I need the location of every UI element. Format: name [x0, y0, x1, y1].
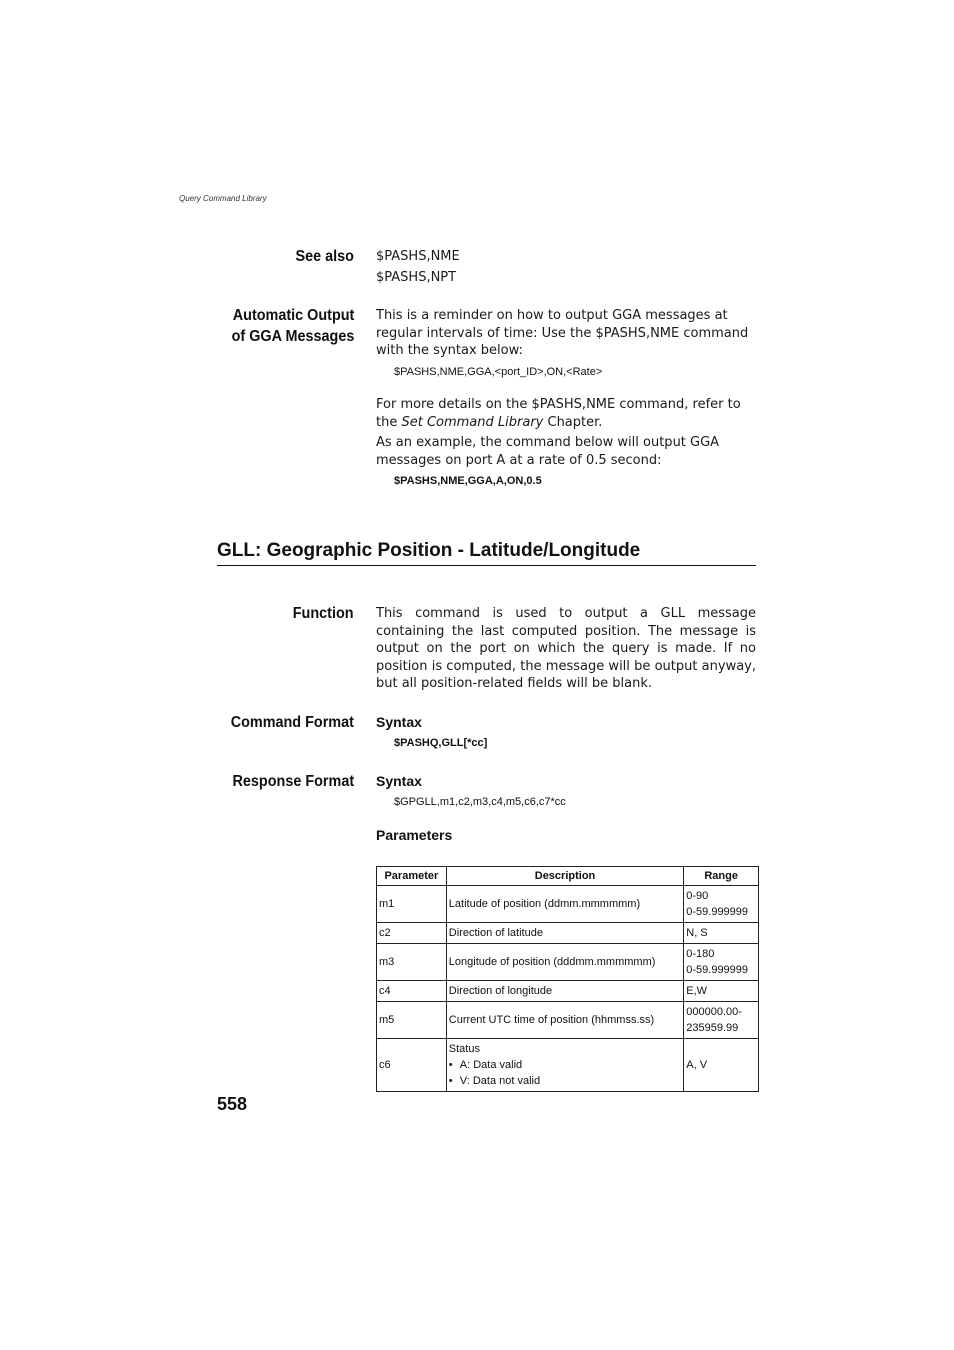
- command-syntax-heading: Syntax: [376, 714, 422, 730]
- bullet-icon: •: [448, 1075, 453, 1087]
- function-description: This command is used to output a GLL message containing the last computed position. The message is output on the port on which the query is made. If no position is computed, the message will be output anyway, but all position-related fields will be blank.: [376, 606, 756, 691]
- range-value: 0-59.999999: [686, 964, 749, 976]
- see-also-label: See also: [295, 248, 354, 265]
- response-syntax-heading: Syntax: [376, 773, 422, 789]
- reference-text: Chapter.: [543, 414, 603, 430]
- table-row: [377, 981, 759, 1002]
- auto-output-label: [231, 305, 354, 347]
- column-header-description: Description: [446, 867, 683, 886]
- table-header-row: [377, 867, 759, 886]
- range-cell: E,W: [684, 981, 759, 1002]
- description-cell: Direction of latitude: [446, 923, 683, 944]
- table-row: [377, 1039, 759, 1092]
- auto-output-label-line: of GGA Messages: [231, 328, 354, 345]
- description-cell: Latitude of position (ddmm.mmmmmm): [446, 886, 683, 923]
- reference-title: Set Command Library: [401, 414, 544, 430]
- param-cell: c4: [377, 981, 447, 1002]
- column-header-parameter: Parameter: [377, 867, 447, 886]
- range-value: 235959.99: [686, 1022, 739, 1034]
- bullet-icon: •: [448, 1059, 453, 1071]
- see-also-item[interactable]: $PASHS,NPT: [376, 269, 457, 285]
- auto-output-example-text: As an example, the command below will output GGA messages on port A at a rate of 0.5 second:: [376, 435, 720, 468]
- page-number: 558: [217, 1094, 248, 1114]
- range-cell: [684, 944, 759, 981]
- range-value: 000000.00-: [686, 1006, 742, 1018]
- parameters-heading: Parameters: [376, 827, 453, 843]
- param-cell: c6: [377, 1039, 447, 1092]
- range-value: 0-90: [686, 890, 709, 902]
- description-cell: Longitude of position (dddmm.mmmmmm): [446, 944, 683, 981]
- description-cell: Current UTC time of position (hhmmss.ss): [446, 1002, 683, 1039]
- param-cell: c2: [377, 923, 447, 944]
- reference-text: For more details on the $PASHS,NME command, refer to the: [376, 397, 741, 430]
- bullet-text: V: Data not valid: [459, 1075, 541, 1087]
- range-cell: [684, 1002, 759, 1039]
- auto-output-label-line: Automatic Output: [232, 307, 354, 324]
- table-row: [377, 886, 759, 923]
- see-also-item[interactable]: $PASHS,NME: [376, 249, 460, 264]
- param-cell: m5: [377, 1002, 447, 1039]
- parameters-table: [376, 866, 759, 1092]
- bullet-text: A: Data valid: [459, 1059, 523, 1071]
- param-cell: m3: [377, 944, 447, 981]
- response-syntax: $GPGLL,m1,c2,m3,c4,m5,c6,c7*cc: [394, 796, 566, 808]
- function-label: Function: [293, 605, 354, 622]
- bullet-item: [449, 1057, 681, 1073]
- table-row: [377, 1002, 759, 1039]
- range-cell: A, V: [684, 1039, 759, 1092]
- command-format-label: Command Format: [230, 714, 354, 731]
- table-row: [377, 944, 759, 981]
- nme-syntax: $PASHS,NME,GGA,<port_ID>,ON,<Rate>: [394, 366, 603, 378]
- table-row: [377, 923, 759, 944]
- section-title: GLL: Geographic Position - Latitude/Longitude: [217, 540, 756, 566]
- range-cell: [684, 886, 759, 923]
- running-header: Query Command Library: [179, 194, 267, 203]
- description-cell: [446, 1039, 683, 1092]
- range-value: 0-180: [686, 948, 715, 960]
- bullet-item: [449, 1073, 681, 1089]
- auto-output-paragraph: This is a reminder on how to output GGA messages at regular intervals of time: Use the $PASHS,NME command with the syntax below:: [376, 308, 749, 358]
- range-value: 0-59.999999: [686, 906, 749, 918]
- range-cell: N, S: [684, 923, 759, 944]
- command-syntax: $PASHQ,GLL[*cc]: [394, 737, 488, 749]
- auto-output-reference: [376, 396, 756, 431]
- column-header-range: Range: [684, 867, 759, 886]
- status-text: Status: [448, 1043, 480, 1055]
- response-format-label: Response Format: [232, 773, 354, 790]
- nme-example: $PASHS,NME,GGA,A,ON,0.5: [394, 475, 542, 487]
- param-cell: m1: [377, 886, 447, 923]
- see-also-list: [376, 248, 756, 286]
- description-cell: Direction of longitude: [446, 981, 683, 1002]
